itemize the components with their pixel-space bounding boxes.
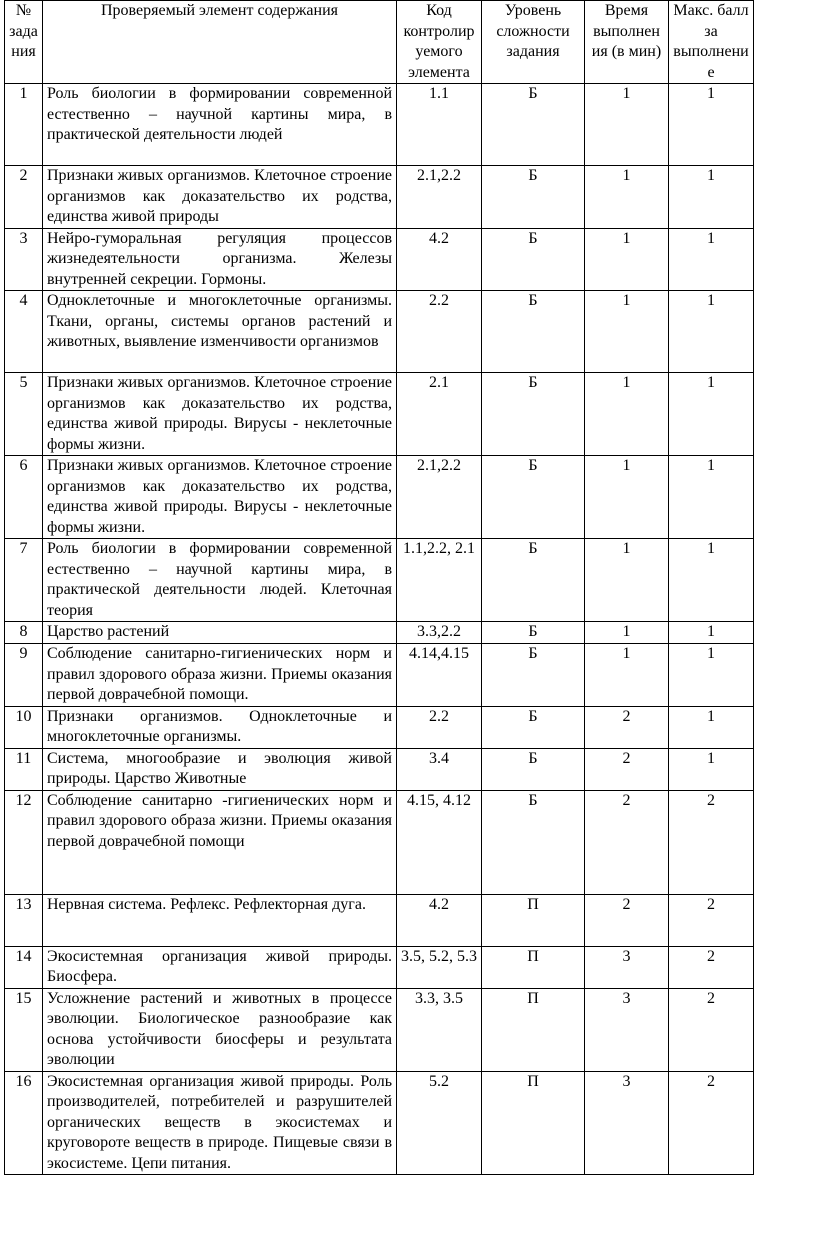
- table-row: [5, 790, 754, 894]
- content-element-cell: Соблюдение санитарно -гигиенических норм и правил здорового образа жизни. Приемы оказания первой доврачебной помощи: [43, 790, 397, 894]
- task-number-cell: 3: [5, 228, 43, 291]
- task-number-cell: 15: [5, 988, 43, 1071]
- content-element-cell: Одноклеточные и многоклеточные организмы. Ткани, органы, системы органов растений и животных, выявление изменчивости организмов: [43, 291, 397, 373]
- execution-time-cell: 3: [585, 1071, 669, 1175]
- max-score-cell: 2: [669, 988, 754, 1071]
- task-number-cell: 5: [5, 373, 43, 456]
- difficulty-level-cell: Б: [482, 456, 585, 539]
- element-code-cell: 4.2: [397, 228, 482, 291]
- max-score-cell: 1: [669, 622, 754, 644]
- element-code-cell: 3.4: [397, 748, 482, 790]
- difficulty-level-cell: Б: [482, 644, 585, 707]
- element-code-cell: 1.1: [397, 84, 482, 166]
- execution-time-cell: 2: [585, 706, 669, 748]
- difficulty-level-cell: Б: [482, 539, 585, 622]
- table-row: [5, 373, 754, 456]
- task-number-cell: 14: [5, 946, 43, 988]
- max-score-cell: 2: [669, 1071, 754, 1175]
- element-code-cell: 4.14,4.15: [397, 644, 482, 707]
- content-element-cell: Признаки живых организмов. Клеточное строение организмов как доказательство их родства, единства живой природы. Вирусы - неклеточные формы жизни.: [43, 373, 397, 456]
- max-score-cell: 2: [669, 894, 754, 946]
- table-row: [5, 539, 754, 622]
- task-number-cell: 16: [5, 1071, 43, 1175]
- table-row: [5, 1071, 754, 1175]
- max-score-cell: 1: [669, 748, 754, 790]
- execution-time-cell: 1: [585, 228, 669, 291]
- task-number-cell: 11: [5, 748, 43, 790]
- execution-time-cell: 1: [585, 291, 669, 373]
- execution-time-cell: 1: [585, 539, 669, 622]
- task-number-cell: 12: [5, 790, 43, 894]
- execution-time-cell: 1: [585, 373, 669, 456]
- max-score-cell: 2: [669, 790, 754, 894]
- content-element-cell: Нейро-гуморальная регуляция процессов жизнедеятельности организма. Железы внутренней секреции. Гормоны.: [43, 228, 397, 291]
- max-score-cell: 1: [669, 373, 754, 456]
- task-number-cell: 13: [5, 894, 43, 946]
- task-number-cell: 10: [5, 706, 43, 748]
- difficulty-level-cell: Б: [482, 706, 585, 748]
- execution-time-cell: 1: [585, 84, 669, 166]
- content-element-cell: Усложнение растений и животных в процессе эволюции. Биологическое разнообразие как основа устойчивости биосферы и результата эволюции: [43, 988, 397, 1071]
- difficulty-level-cell: П: [482, 894, 585, 946]
- table-row: [5, 894, 754, 946]
- difficulty-level-cell: Б: [482, 291, 585, 373]
- difficulty-level-cell: П: [482, 988, 585, 1071]
- execution-time-cell: 2: [585, 748, 669, 790]
- task-number-cell: 6: [5, 456, 43, 539]
- task-number-cell: 4: [5, 291, 43, 373]
- header-element-code: Код контролируемого элемента: [397, 1, 482, 84]
- content-element-cell: Роль биологии в формировании современной естественно – научной картины мира, в практической деятельности людей: [43, 84, 397, 166]
- difficulty-level-cell: Б: [482, 166, 585, 229]
- max-score-cell: 1: [669, 228, 754, 291]
- task-number-cell: 8: [5, 622, 43, 644]
- table-row: [5, 644, 754, 707]
- element-code-cell: 5.2: [397, 1071, 482, 1175]
- element-code-cell: 2.1,2.2: [397, 166, 482, 229]
- element-code-cell: 3.5, 5.2, 5.3: [397, 946, 482, 988]
- max-score-cell: 1: [669, 84, 754, 166]
- content-element-cell: Экосистемная организация живой природы. Биосфера.: [43, 946, 397, 988]
- content-element-cell: Царство растений: [43, 622, 397, 644]
- table-row: [5, 291, 754, 373]
- table-header-row: [5, 1, 754, 84]
- difficulty-level-cell: П: [482, 946, 585, 988]
- element-code-cell: 2.1: [397, 373, 482, 456]
- header-execution-time: Время выполнения (в мин): [585, 1, 669, 84]
- execution-time-cell: 1: [585, 456, 669, 539]
- difficulty-level-cell: Б: [482, 373, 585, 456]
- difficulty-level-cell: Б: [482, 622, 585, 644]
- content-element-cell: Роль биологии в формировании современной естественно – научной картины мира, в практической деятельности людей. Клеточная теория: [43, 539, 397, 622]
- table-row: [5, 706, 754, 748]
- max-score-cell: 2: [669, 946, 754, 988]
- task-number-cell: 7: [5, 539, 43, 622]
- table-row: [5, 622, 754, 644]
- content-element-cell: Признаки организмов. Одноклеточные и многоклеточные организмы.: [43, 706, 397, 748]
- difficulty-level-cell: П: [482, 1071, 585, 1175]
- element-code-cell: 4.15, 4.12: [397, 790, 482, 894]
- element-code-cell: 3.3,2.2: [397, 622, 482, 644]
- element-code-cell: 4.2: [397, 894, 482, 946]
- difficulty-level-cell: Б: [482, 228, 585, 291]
- max-score-cell: 1: [669, 706, 754, 748]
- header-difficulty-level: Уровень сложности задания: [482, 1, 585, 84]
- task-number-cell: 9: [5, 644, 43, 707]
- task-number-cell: 2: [5, 166, 43, 229]
- max-score-cell: 1: [669, 291, 754, 373]
- header-content-element: Проверяемый элемент содержания: [43, 1, 397, 84]
- content-element-cell: Система, многообразие и эволюция живой природы. Царство Животные: [43, 748, 397, 790]
- difficulty-level-cell: Б: [482, 84, 585, 166]
- table-row: [5, 988, 754, 1071]
- content-element-cell: Нервная система. Рефлекс. Рефлекторная дуга.: [43, 894, 397, 946]
- table-row: [5, 84, 754, 166]
- execution-time-cell: 1: [585, 622, 669, 644]
- max-score-cell: 1: [669, 166, 754, 229]
- element-code-cell: 3.3, 3.5: [397, 988, 482, 1071]
- execution-time-cell: 2: [585, 894, 669, 946]
- table-body: [5, 84, 754, 1175]
- execution-time-cell: 1: [585, 166, 669, 229]
- task-number-cell: 1: [5, 84, 43, 166]
- element-code-cell: 2.1,2.2: [397, 456, 482, 539]
- content-element-cell: Признаки живых организмов. Клеточное строение организмов как доказательство их родства, единства живой природы: [43, 166, 397, 229]
- difficulty-level-cell: Б: [482, 790, 585, 894]
- header-task-number: № задания: [5, 1, 43, 84]
- execution-time-cell: 1: [585, 644, 669, 707]
- element-code-cell: 2.2: [397, 706, 482, 748]
- table-row: [5, 166, 754, 229]
- content-element-cell: Соблюдение санитарно-гигиенических норм и правил здорового образа жизни. Приемы оказания первой доврачебной помощи.: [43, 644, 397, 707]
- table-row: [5, 748, 754, 790]
- execution-time-cell: 3: [585, 988, 669, 1071]
- header-max-score: Макс. балл за выполнение: [669, 1, 754, 84]
- execution-time-cell: 3: [585, 946, 669, 988]
- table-row: [5, 456, 754, 539]
- element-code-cell: 1.1,2.2, 2.1: [397, 539, 482, 622]
- table-row: [5, 946, 754, 988]
- table-row: [5, 228, 754, 291]
- max-score-cell: 1: [669, 644, 754, 707]
- content-element-cell: Признаки живых организмов. Клеточное строение организмов как доказательство их родства, единства живой природы. Вирусы - неклеточные формы жизни.: [43, 456, 397, 539]
- max-score-cell: 1: [669, 456, 754, 539]
- element-code-cell: 2.2: [397, 291, 482, 373]
- content-element-cell: Экосистемная организация живой природы. Роль производителей, потребителей и разрушителей органических веществ в экосистемах и круговороте веществ в природе. Пищевые связи в экосистеме. Цепи питания.: [43, 1071, 397, 1175]
- difficulty-level-cell: Б: [482, 748, 585, 790]
- max-score-cell: 1: [669, 539, 754, 622]
- content-specification-table: [4, 0, 754, 1175]
- execution-time-cell: 2: [585, 790, 669, 894]
